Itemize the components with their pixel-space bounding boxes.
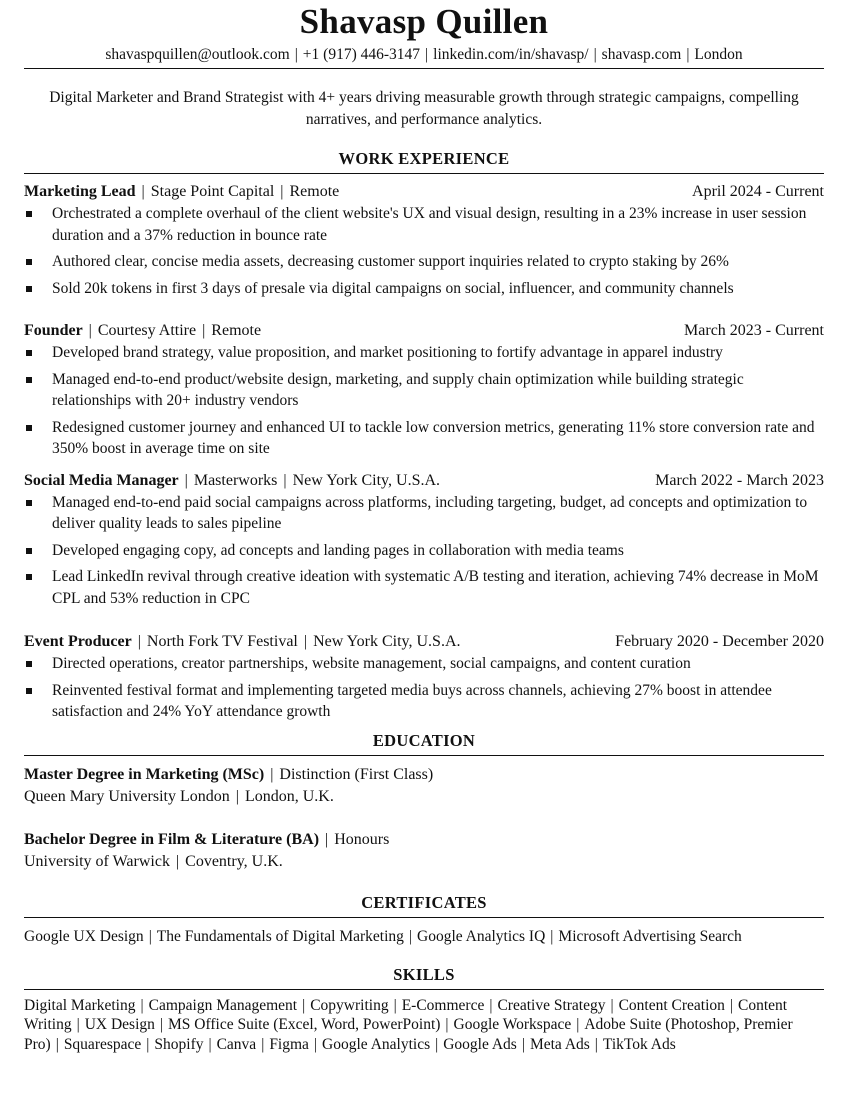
skill-item: Meta Ads [529,1035,590,1053]
separator: | [425,46,429,63]
bullet-text: Developed brand strategy, value proposition, and market positioning to fortify advantage in apparel industry [52,344,723,361]
job-company: Stage Point Capital [150,183,275,200]
contact-location: London [694,46,743,63]
skill-item: Content Creation [618,996,725,1014]
job-bullets [24,342,824,460]
bullet-text: Authored clear, concise media assets, decreasing customer support inquiries related to crypto staking by 26% [52,253,729,270]
bullet-square-icon [26,286,32,292]
job-title: Event Producer [24,633,132,650]
bullet-text: Lead LinkedIn revival through creative ideation with systematic A/B testing and iteration, achieving 74% decrease in MoM CPL and 53% reduction in CPC [52,568,819,607]
separator: | [729,996,734,1014]
skill-item: Shopify [154,1035,204,1053]
section-title-work: WORK EXPERIENCE [338,149,510,168]
bullet-text: Redesigned customer journey and enhanced UI to tackle low conversion metrics, generating 11% store conversion rate and 350% boost in average time on site [52,418,815,457]
degree: Master Degree in Marketing (MSc) [24,765,265,783]
degree: Bachelor Degree in Film & Literature (BA) [24,830,320,848]
school-location: London, U.K. [244,787,334,805]
job-company: Courtesy Attire [97,322,197,339]
job-bullets [24,653,824,723]
separator: | [137,633,141,650]
skill-item: Copywriting [310,996,389,1014]
separator: | [550,927,554,945]
bullet-text: Developed engaging copy, ad concepts and landing pages in collaboration with media teams [52,541,624,559]
skill-item: UX Design [84,1016,155,1033]
bullet-text: Directed operations, creator partnerships, website management, social campaigns, and content curation [52,655,691,672]
separator: | [435,1035,439,1053]
bullet-text: Managed end-to-end product/website design, marketing, and supply chain optimization while building strategic relationships with 20+ industry vendors [52,370,744,409]
job-title: Founder [24,322,83,339]
separator: | [235,787,239,805]
school-name: Queen Mary University London [24,787,230,805]
separator: | [408,927,412,945]
separator: | [202,322,206,339]
separator: | [294,46,298,63]
bullet-square-icon [26,661,32,667]
bullet-item [24,417,824,460]
separator: | [313,1035,318,1053]
certificate-item: Google UX Design [24,927,144,945]
separator: | [76,1016,80,1033]
separator: | [270,765,274,783]
bullet-square-icon [26,425,32,431]
separator: | [148,927,152,945]
separator: | [146,1035,150,1053]
skill-item: Google Workspace [453,1016,572,1033]
job-entry [24,631,824,723]
separator: | [610,996,614,1014]
degree-honor: Distinction (First Class) [279,765,434,783]
job-header [24,470,824,492]
skill-item: Figma [269,1035,309,1053]
job-dates: April 2024 - Current [692,183,824,200]
bullet-square-icon [26,688,32,694]
job-entry [24,181,824,299]
bullet-item [24,203,824,246]
separator: | [576,1016,580,1033]
separator: | [140,996,144,1014]
bullet-item [24,251,824,273]
section-title-certificates: CERTIFICATES [361,892,487,912]
skill-item: Google Ads [443,1035,517,1053]
job-header [24,181,824,203]
job-entry [24,470,824,610]
section-divider [24,917,824,918]
bullet-item [24,653,824,675]
contact-phone[interactable]: +1 (917) 446-3147 [302,46,421,63]
certificates-section [24,893,824,947]
job-location: New York City, U.S.A. [313,633,461,650]
separator: | [303,633,308,650]
skill-item: Google Analytics [322,1035,431,1053]
job-location: Remote [211,322,262,339]
separator: | [184,471,188,489]
separator: | [325,830,329,848]
section-divider [24,989,824,990]
section-divider [24,755,824,756]
education-entry [24,764,824,808]
work-experience-section [24,149,824,723]
bullet-item [24,278,824,300]
job-dates: March 2023 - Current [684,322,824,339]
bullet-item [24,680,824,723]
bullet-item [24,492,824,535]
skills-list [24,996,824,1055]
bullet-square-icon [26,500,32,506]
education-entry [24,829,824,873]
certificates-list [24,927,824,947]
bullet-square-icon [26,548,32,554]
separator: | [489,996,493,1014]
bullet-item [24,369,824,412]
separator: | [159,1016,163,1033]
contact-website[interactable]: shavasp.com [601,46,682,63]
skills-section [24,965,824,1055]
job-dates: February 2020 - December 2020 [615,633,824,650]
separator: | [175,852,180,870]
separator: | [141,183,145,200]
job-location: New York City, U.S.A. [292,471,441,489]
job-header [24,631,824,653]
separator: | [280,183,284,200]
skill-item: Adobe Suite (Photoshop, Premier Pro) [24,1016,793,1053]
skill-item: TikTok Ads [602,1035,676,1053]
certificate-item: Microsoft Advertising Search [558,927,742,945]
job-bullets [24,203,824,299]
candidate-name: Shavasp Quillen [299,2,549,41]
skill-item: Digital Marketing [24,996,136,1014]
separator: | [521,1035,525,1053]
job-title: Marketing Lead [24,183,136,200]
bullet-text: Reinvented festival format and implementing targeted media buys across channels, achieving 27% boost in attendee satisfaction and 24% YoY attendance growth [52,681,772,720]
job-entry [24,320,824,460]
bullet-square-icon [26,259,32,265]
education-section [24,731,824,873]
contact-email[interactable]: shavaspquillen@outlook.com [105,46,290,63]
separator: | [302,996,306,1014]
certificate-item: Google Analytics IQ [417,927,546,945]
skill-item: Content Writing [24,996,788,1033]
job-bullets [24,492,824,610]
separator: | [55,1035,59,1053]
bullet-square-icon [26,574,32,580]
degree-honor: Honours [334,830,390,848]
bullet-square-icon [26,377,32,383]
separator: | [261,1035,265,1053]
contact-line [24,45,824,65]
section-title-education: EDUCATION [372,730,476,750]
separator: | [686,46,690,63]
job-location: Remote [289,183,340,200]
bullet-item [24,566,824,609]
bullet-text: Sold 20k tokens in first 3 days of presale via digital campaigns on social, influencer, and community channels [52,279,734,297]
skill-item: Canva [216,1035,257,1053]
section-title-skills: SKILLS [393,964,455,984]
separator: | [445,1016,449,1033]
separator: | [88,322,92,339]
section-divider [24,173,824,174]
bullet-square-icon [26,211,32,217]
job-company: Masterworks [193,471,278,489]
separator: | [283,471,287,489]
bullet-text: Orchestrated a complete overhaul of the client website's UX and visual design, resulting in a 23% increase in user session duration and a 37% reduction in bounce rate [52,205,807,244]
separator: | [594,1035,598,1053]
certificate-item: The Fundamentals of Digital Marketing [156,927,404,945]
bullet-item [24,342,824,364]
skill-item: Creative Strategy [497,996,606,1014]
separator: | [593,46,597,63]
school-location: Coventry, U.K. [185,852,283,870]
separator: | [208,1035,212,1053]
job-title: Social Media Manager [24,471,179,489]
contact-linkedin[interactable]: linkedin.com/in/shavasp/ [433,46,589,63]
bullet-square-icon [26,350,32,356]
summary: Digital Marketer and Brand Strategist with 4+ years driving measurable growth through strategic campaigns, compelling narratives, and performance analytics. [49,89,799,128]
skill-item: Squarespace [63,1035,142,1053]
job-dates: March 2022 - March 2023 [655,471,824,489]
bullet-item [24,540,824,562]
skill-item: E-Commerce [401,996,485,1014]
school-name: University of Warwick [24,852,170,870]
skill-item: Campaign Management [148,996,298,1014]
bullet-text: Managed end-to-end paid social campaigns across platforms, including targeting, budget, ad concepts and optimization to deliver quality leads to sales pipeline [52,493,808,532]
job-header [24,320,824,342]
separator: | [393,996,397,1014]
job-company: North Fork TV Festival [146,633,298,650]
header-divider [24,68,824,69]
skill-item: MS Office Suite (Excel, Word, PowerPoint) [168,1016,441,1033]
